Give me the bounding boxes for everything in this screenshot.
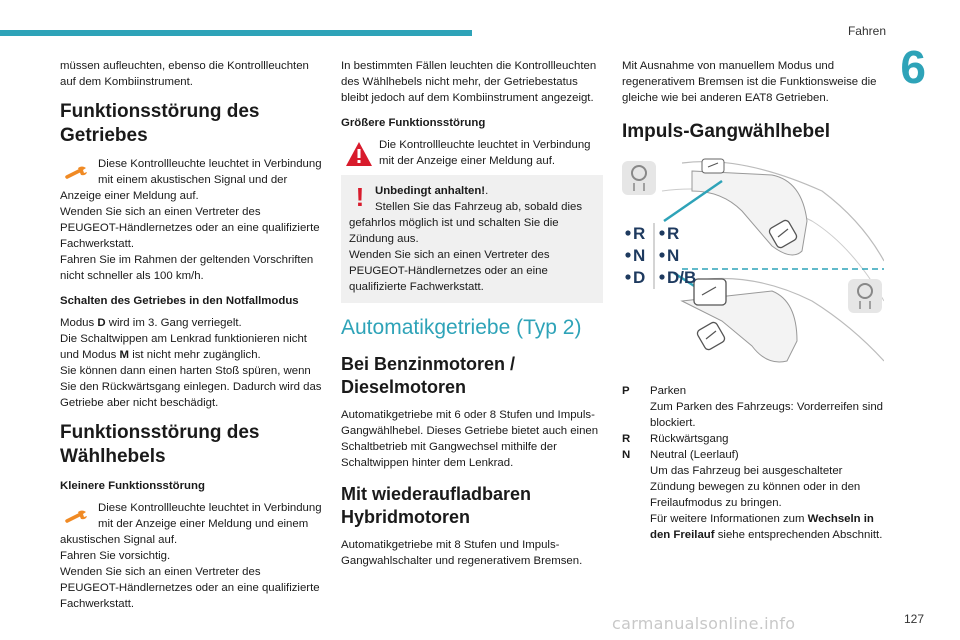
definition-key: N <box>622 449 631 461</box>
column-2 <box>341 58 603 576</box>
text: siehe entsprechenden Abschnitt. <box>714 529 883 541</box>
gear-definition-list <box>622 383 884 543</box>
definition-value <box>650 431 884 447</box>
definition-line: Neutral (Leerlauf) <box>650 449 739 461</box>
notice-title <box>349 183 595 199</box>
text: wird im 3. Gang verriegelt. <box>105 317 242 329</box>
text: Für weitere Informationen zum <box>650 513 808 525</box>
section-heading: Impuls-Gangwählhebel <box>622 121 830 142</box>
definition-line: Zum Parken des Fahrzeugs: Vorderreifen sind blockiert. <box>650 401 883 429</box>
paragraph: Fahren Sie im Rahmen der geltenden Vorschriften nicht schneller als 100 km/h. <box>60 254 314 282</box>
paragraph: In bestimmten Fällen leuchten die Kontrollleuchten des Wählhebels nicht mehr, der Getriebestatus bleibt jedoch auf dem Kombiinstrument angezeigt. <box>341 60 597 104</box>
watermark: carmanualsonline.info <box>612 614 796 633</box>
warning-block <box>60 156 322 204</box>
column-1 <box>60 58 322 619</box>
bold-text: Unbedingt anhalten! <box>375 185 486 197</box>
gear-label-db: D/B <box>667 268 697 287</box>
gear-label-n-right: N <box>667 246 680 265</box>
sub-heading: Schalten des Getriebes in den Notfallmodus <box>60 295 299 307</box>
paragraph: Wenden Sie sich an einen Vertreter des PEUGEOT-Händlernetzes oder an eine qualifizierte Fachwerkstatt. <box>60 206 320 250</box>
gear-label-r-right: R <box>667 224 680 243</box>
bold-text: Wechseln in den Freilauf <box>650 513 874 541</box>
chapter-title: Fahren <box>847 24 886 38</box>
section-heading: Funktionsstörung des Wählhebels <box>60 422 260 467</box>
definition-row-r <box>622 431 884 447</box>
section-heading: Funktionsstörung des Getriebes <box>60 101 260 146</box>
text: Die Schaltwippen am Lenkrad funktionieren nicht und Modus <box>60 333 307 361</box>
paragraph: Wenden Sie sich an einen Vertreter des PEUGEOT-Händlernetzes oder an eine qualifizierte Fachwerkstatt. <box>60 566 320 610</box>
chapter-section-title: Automatikgetriebe (Typ 2) <box>341 316 582 339</box>
sub-heading: Größere Funktionsstörung <box>341 117 486 129</box>
alert-triangle-icon <box>341 139 375 169</box>
gear-label-d: D <box>633 268 646 287</box>
paragraph <box>60 331 322 363</box>
warning-text: Diese Kontrollleuchte leuchtet in Verbindung mit der Anzeige einer Meldung und einem akustischen Signal auf. <box>60 502 322 546</box>
definition-line <box>650 511 884 543</box>
section-heading: Bei Benzinmotoren / Dieselmotoren <box>341 354 516 397</box>
page-number: 127 <box>903 612 924 626</box>
definition-line: Parken <box>650 385 687 397</box>
text: . <box>485 185 489 197</box>
notice-box <box>341 175 603 303</box>
paragraph: Sie können dann einen harten Stoß spüren, wenn Sie den Rückwärtsgang einlegen. Dadurch wird das Getriebe aber nicht beschädigt. <box>60 365 322 409</box>
paragraph: müssen aufleuchten, ebenso die Kontrollleuchten auf dem Kombiinstrument. <box>60 60 309 88</box>
warning-text: Die Kontrollleuchte leuchtet in Verbindung mit der Anzeige einer Meldung auf. <box>379 139 591 167</box>
chapter-number: 6 <box>900 41 926 93</box>
gear-label-n: N <box>633 246 646 265</box>
paragraph: Fahren Sie vorsichtig. <box>60 550 171 562</box>
notice-text: Stellen Sie das Fahrzeug ab, sobald dies gefahrlos möglich ist und schalten Sie die Zündung aus. <box>349 201 583 245</box>
definition-row-n <box>622 447 884 543</box>
bold-text: D <box>97 317 106 329</box>
wrench-warning-icon <box>60 502 94 532</box>
wrench-warning-icon <box>60 158 94 188</box>
definition-value <box>650 447 884 543</box>
gear-selector-illustration <box>622 151 884 371</box>
paragraph: Automatikgetriebe mit 8 Stufen und Impuls-Gangwahlschalter und regenerativem Bremsen. <box>341 539 583 567</box>
notice-text: Wenden Sie sich an einen Vertreter des PEUGEOT-Händlernetzes oder an eine qualifizierte Fachwerkstatt. <box>349 249 550 293</box>
paragraph <box>60 315 322 331</box>
gear-selector-drawing <box>622 151 884 371</box>
exclamation-icon: ! <box>355 182 365 212</box>
paragraph: Mit Ausnahme von manuellem Modus und regenerativem Bremsen ist die Funktionsweise die gleiche wie bei anderen EAT8 Getrieben. <box>622 60 877 104</box>
bold-text: M <box>119 349 130 361</box>
section-heading: Mit wiederaufladbaren Hybridmotoren <box>341 484 532 527</box>
text: Modus <box>60 317 98 329</box>
definition-line: Rückwärtsgang <box>650 433 729 445</box>
column-3 <box>622 58 884 543</box>
definition-line: Um das Fahrzeug bei ausgeschalteter Zündung bewegen zu können oder in den Freilaufmodus zu bringen. <box>650 465 861 509</box>
warning-text: Diese Kontrollleuchte leuchtet in Verbindung mit einem akustischen Signal und der Anzeige einer Meldung auf. <box>60 158 322 202</box>
definition-row-p <box>622 383 884 431</box>
definition-key: P <box>622 385 630 397</box>
warning-block <box>60 500 322 548</box>
definition-key: R <box>622 433 631 445</box>
warning-block <box>341 137 603 169</box>
definition-value <box>650 383 884 431</box>
gear-label-r: R <box>633 224 646 243</box>
paragraph: Automatikgetriebe mit 6 oder 8 Stufen und Impuls-Gangwählhebel. Dieses Getriebe bietet auch einen Schaltbetrieb mit Gangwechsel mithilfe der Schaltwippen hinter dem Lenkrad. <box>341 409 599 469</box>
top-accent-bar <box>0 30 472 36</box>
sub-heading: Kleinere Funktionsstörung <box>60 480 205 492</box>
text: ist nicht mehr zugänglich. <box>129 349 261 361</box>
